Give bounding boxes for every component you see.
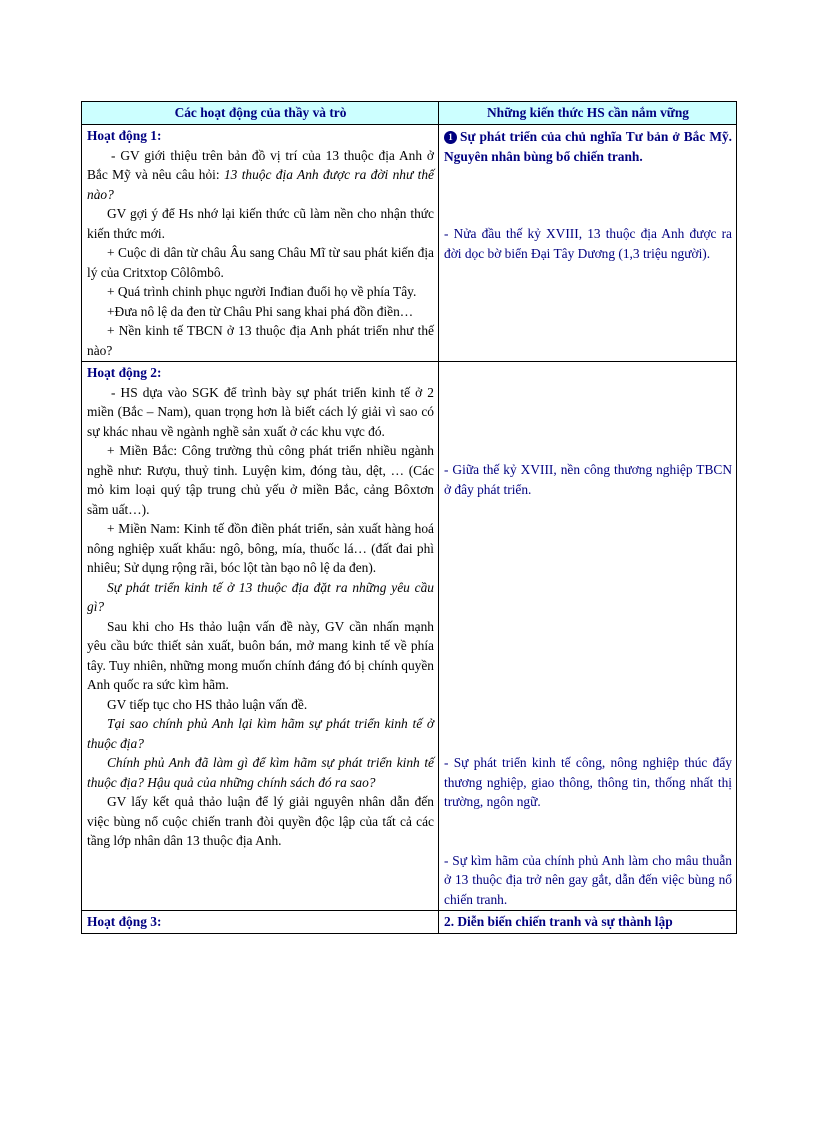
knowledge-1-note: - Nửa đầu thế kỷ XVIII, 13 thuộc địa Anh được ra đời dọc bờ biển Đại Tây Dương (1,3 triệu người). — [444, 226, 732, 261]
activity-1-title: Hoạt động 1: — [87, 128, 162, 143]
activity-3-cell — [82, 911, 439, 934]
lesson-table — [81, 101, 737, 934]
activity-2-cell — [82, 362, 439, 911]
knowledge-3-cell — [439, 911, 737, 934]
activity-2-intro: - HS dựa vào SGK để trình bày sự phát triển kinh tế ở 2 miền (Bắc – Nam), quan trọng hơn là biết cách lý giải vì sao có sự khác nhau về ngành nghề sản xuất ở các khu vực đó. — [87, 384, 434, 439]
activity-2-south: + Miền Nam: Kinh tế đồn điền phát triển, sản xuất hàng hoá nông nghiệp xuất khẩu: ngô, bông, mía, thuốc lá… (đất đai phì nhiêu; Sử dụng rộng rãi, bóc lột tàn bạo nô lệ da đen). — [87, 521, 434, 575]
knowledge-2-cell — [439, 362, 737, 911]
activity-1-hint: GV gợi ý để Hs nhớ lại kiến thức cũ làm nền cho nhận thức kiến thức mới. — [87, 206, 434, 241]
activity-1-point-2: + Quá trình chinh phục người Inđian đuổi họ về phía Tây. — [107, 284, 417, 299]
table-header-row — [82, 102, 737, 125]
activity-1-question: 13 thuộc địa Anh được ra đời như thế nào? — [87, 167, 434, 202]
table-row — [82, 125, 737, 362]
knowledge-2-note-2: - Sự phát triển kinh tế công, nông nghiệp thúc đẩy thương nghiệp, giao thông, thông tin, thống nhất thị trường, ngôn ngữ. — [444, 755, 732, 809]
activity-2-question-2: Tại sao chính phủ Anh lại kìm hãm sự phát triển kinh tế ở thuộc địa? — [87, 716, 434, 751]
knowledge-2-note-3: - Sự kìm hãm của chính phủ Anh làm cho mâu thuẫn ở 13 thuộc địa trở nên gay gắt, dẫn đến việc bùng nổ chiến tranh. — [444, 852, 732, 907]
header-knowledge: Những kiến thức HS cần nắm vững — [439, 102, 737, 125]
table-row — [82, 362, 737, 911]
activity-1-point-4: + Nền kinh tế TBCN ở 13 thuộc địa Anh phát triển như thế nào? — [87, 323, 434, 358]
section-2-heading: 2. Diễn biến chiến tranh và sự thành lập — [444, 914, 673, 929]
activity-1-point-1: + Cuộc di dân từ châu Âu sang Châu Mĩ từ sau phát kiến địa lý của Critxtop Côlômbô. — [87, 245, 434, 280]
activity-1-cell — [82, 125, 439, 362]
activity-3-title: Hoạt động 3: — [87, 914, 162, 929]
knowledge-1-cell — [439, 125, 737, 362]
table-row — [82, 911, 737, 934]
activity-2-question-3: Chính phủ Anh đã làm gì để kìm hãm sự phát triển kinh tế thuộc địa? Hậu quả của những chính sách đó ra sao? — [87, 755, 434, 790]
activity-1-point-3: +Đưa nô lệ da đen từ Châu Phi sang khai phá đồn điền… — [107, 303, 414, 319]
activity-2-discussion: Sau khi cho Hs thảo luận vấn đề này, GV cần nhấn mạnh yêu cầu bức thiết sản xuất, buôn bán, mở mang kinh tế về phía tây. Tuy nhiên, những mong muốn chính đáng đó bị chính quyền Anh quốc ra sức kìm hãm. — [87, 618, 434, 692]
activity-2-north: + Miền Bắc: Công trường thủ công phát triển nhiều ngành nghề như: Rượu, thuỷ tinh. Luyện kim, đóng tàu, dệt, … (Các mỏ kim loại quý tập trung chủ yếu ở miền Bắc, cảng Bôxtơn sầm uất…). — [87, 443, 434, 517]
activity-2-conclusion: GV lấy kết quả thảo luận để lý giải nguyên nhân dẫn đến việc bùng nổ cuộc chiến tranh đòi quyền độc lập của tất cả các tầng lớp nhân dân 13 thuộc địa Anh. — [87, 794, 434, 848]
activity-2-title: Hoạt động 2: — [87, 365, 162, 380]
activity-1-intro: - GV giới thiệu trên bản đồ vị trí của 13 thuộc địa Anh ở Bắc Mỹ và nêu câu hỏi: — [87, 147, 434, 182]
number-1-icon: 1 — [444, 131, 457, 144]
section-1-heading: Sự phát triển của chủ nghĩa Tư bản ở Bắc Mỹ. Nguyên nhân bùng bổ chiến tranh. — [444, 129, 732, 164]
activity-2-continue: GV tiếp tục cho HS thảo luận vấn đề. — [107, 696, 308, 712]
header-activities: Các hoạt động của thầy và trò — [82, 102, 439, 125]
activity-2-question-1: Sự phát triển kinh tế ở 13 thuộc địa đặt ra những yêu cầu gì? — [87, 579, 434, 614]
knowledge-2-note-1: - Giữa thế kỷ XVIII, nền công thương nghiệp TBCN ở đây phát triển. — [444, 462, 732, 497]
